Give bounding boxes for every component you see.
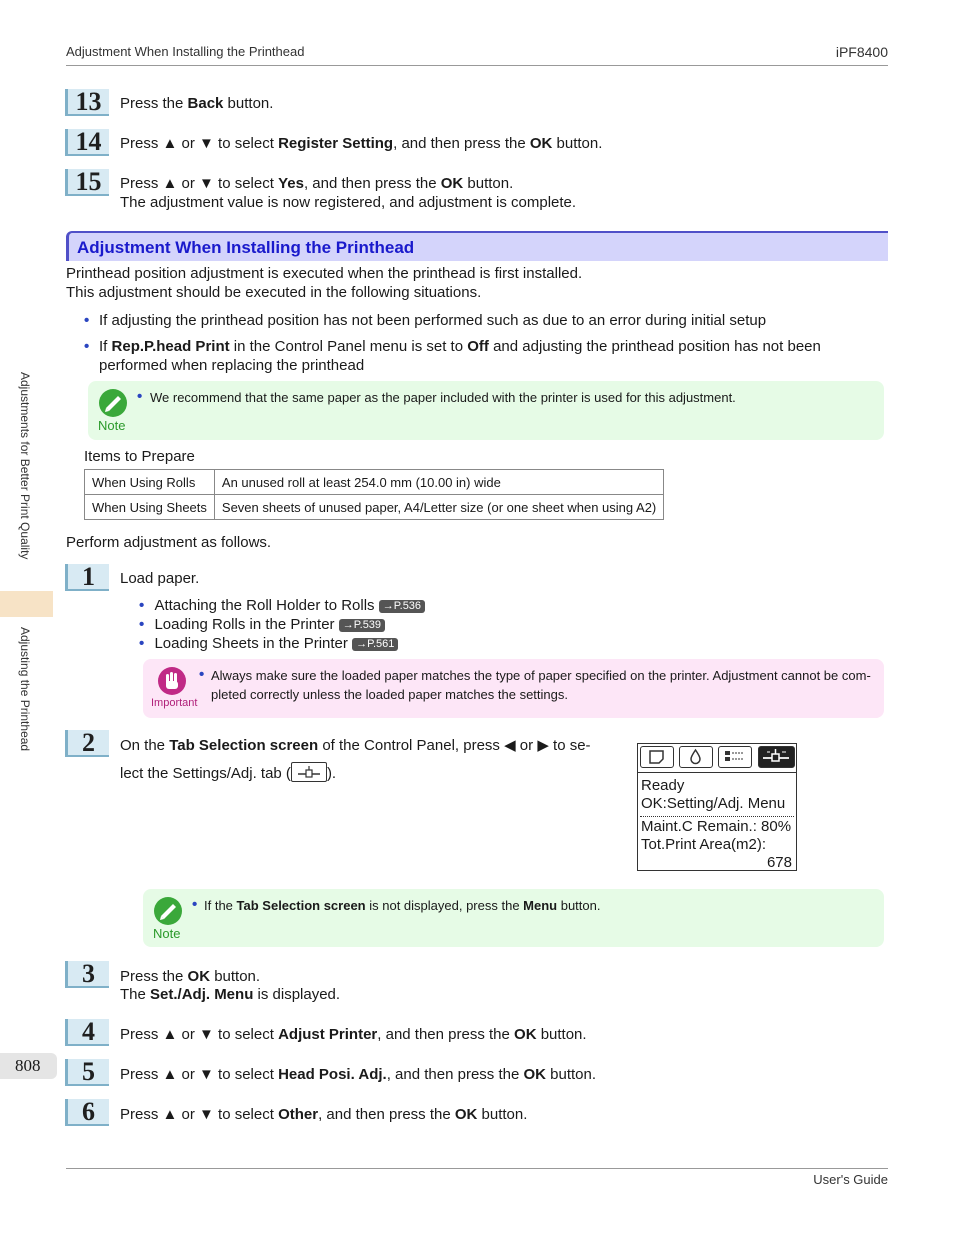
lcd-dotted-divider bbox=[640, 816, 794, 817]
sidebar-section: Adjusting the Printhead bbox=[18, 627, 32, 752]
bullet-icon: • bbox=[84, 312, 90, 329]
page-number-box bbox=[0, 1053, 57, 1079]
section-title: Adjustment When Installing the Printhead bbox=[77, 238, 415, 257]
link-item[interactable] bbox=[139, 597, 425, 614]
prepare-table bbox=[84, 469, 664, 520]
intro-text: This adjustment should be executed in the following situations. bbox=[66, 284, 482, 301]
settings-adj-tab-icon bbox=[291, 762, 327, 782]
step-text: Press ▲ or ▼ to select Register Setting, and then press the OK button. bbox=[120, 135, 603, 152]
step-subtext: The Set./Adj. Menu is displayed. bbox=[120, 986, 341, 1003]
lcd-print-area-value: 678 bbox=[766, 854, 792, 871]
bullet-item: • If Rep.P.head Print in the Control Panel menu is set to Off and adjusting the printhead position has not been bbox=[84, 338, 821, 355]
step-text: Press ▲ or ▼ to select Adjust Printer, and then press the OK button. bbox=[120, 1026, 587, 1043]
section-heading bbox=[66, 231, 888, 261]
header-rule bbox=[66, 65, 888, 66]
step-text: Press ▲ or ▼ to select Head Posi. Adj., and then press the OK button. bbox=[120, 1066, 597, 1083]
perform-text: Perform adjustment as follows. bbox=[66, 534, 272, 551]
footer-rule bbox=[66, 1168, 888, 1169]
bullet-icon: • bbox=[139, 635, 145, 652]
bullet-icon: • bbox=[139, 597, 145, 614]
ink-drop-icon bbox=[680, 747, 711, 766]
step-text: Press the OK button. bbox=[120, 968, 261, 985]
step-text: Press ▲ or ▼ to select Yes, and then press the OK button. bbox=[120, 175, 514, 192]
table-cell: When Using Rolls bbox=[85, 470, 215, 495]
step-text: Press ▲ or ▼ to select Other, and then press the OK button. bbox=[120, 1106, 528, 1123]
step-number: 3 bbox=[65, 961, 109, 988]
step-number: 14 bbox=[65, 129, 109, 156]
table-cell: Seven sheets of unused paper, A4/Letter size (or one sheet when using A2) bbox=[214, 495, 663, 520]
lcd-status: Ready bbox=[641, 777, 685, 794]
lcd-maint-remain: Maint.C Remain.: 80% bbox=[641, 818, 792, 835]
lcd-print-area-label: Tot.Print Area(m2): bbox=[641, 836, 767, 853]
important-text: Always make sure the loaded paper matches the type of paper specified on the printer. Adjustment cannot be com- bbox=[211, 668, 871, 683]
step-number: 13 bbox=[65, 89, 109, 116]
sidebar-chapter: Adjustments for Better Print Quality bbox=[18, 372, 32, 560]
page-ref[interactable]: →P.561 bbox=[352, 638, 398, 651]
control-panel-display bbox=[637, 743, 797, 871]
important-text: pleted correctly unless the loaded paper matches the settings. bbox=[211, 687, 568, 702]
note-box bbox=[143, 889, 884, 947]
step-number: 6 bbox=[65, 1099, 109, 1126]
header-model: iPF8400 bbox=[835, 44, 888, 60]
bullet-item: • If adjusting the printhead position has not been performed such as due to an error during initial setup bbox=[84, 312, 767, 329]
paper-icon bbox=[641, 747, 672, 766]
left-arrow-icon: ◀ bbox=[504, 737, 516, 754]
job-list-icon bbox=[719, 747, 750, 766]
step-number: 1 bbox=[65, 564, 109, 591]
lcd-divider bbox=[638, 772, 796, 773]
sidebar-highlight bbox=[0, 591, 53, 617]
tab-settings-adj bbox=[758, 746, 795, 768]
important-label: Important bbox=[151, 697, 198, 709]
note-label: Note bbox=[153, 926, 181, 941]
bullet-icon: • bbox=[139, 616, 145, 633]
note-box bbox=[88, 381, 884, 440]
page-ref[interactable]: →P.539 bbox=[339, 619, 385, 632]
bullet-icon: • bbox=[199, 666, 205, 683]
step-number: 15 bbox=[65, 169, 109, 196]
footer-title: User's Guide bbox=[813, 1172, 888, 1187]
note-text: If the Tab Selection screen is not displayed, press the Menu button. bbox=[204, 898, 601, 913]
step-subtext: The adjustment value is now registered, and adjustment is complete. bbox=[120, 194, 577, 211]
note-icon bbox=[98, 388, 128, 418]
link-text[interactable]: Attaching the Roll Holder to Rolls bbox=[154, 597, 375, 614]
header-title: Adjustment When Installing the Printhead bbox=[66, 44, 305, 59]
table-cell: An unused roll at least 254.0 mm (10.00 in) wide bbox=[214, 470, 663, 495]
bullet-icon: • bbox=[192, 896, 198, 913]
important-box bbox=[143, 659, 884, 718]
page-ref[interactable]: →P.536 bbox=[379, 600, 425, 613]
lcd-menu-hint: OK:Setting/Adj. Menu bbox=[641, 795, 786, 812]
tab-job bbox=[718, 746, 752, 768]
step-number: 5 bbox=[65, 1059, 109, 1086]
note-icon bbox=[153, 896, 183, 926]
link-item[interactable] bbox=[139, 635, 398, 652]
intro-text: Printhead position adjustment is executed when the printhead is first installed. bbox=[66, 265, 583, 282]
link-text[interactable]: Loading Sheets in the Printer bbox=[154, 635, 348, 652]
bullet-continuation: performed when replacing the printhead bbox=[99, 357, 365, 374]
step-text: On the Tab Selection screen of the Control Panel, press ◀ or ▶ to se- bbox=[120, 737, 591, 754]
step-number: 2 bbox=[65, 730, 109, 757]
settings-adj-icon bbox=[759, 747, 793, 766]
prepare-title: Items to Prepare bbox=[84, 448, 195, 465]
right-arrow-icon: ▶ bbox=[537, 737, 549, 754]
link-text[interactable]: Loading Rolls in the Printer bbox=[154, 616, 335, 633]
note-label: Note bbox=[98, 418, 126, 433]
important-icon bbox=[157, 666, 187, 696]
note-text: We recommend that the same paper as the paper included with the printer is used for this adjustment. bbox=[150, 390, 736, 405]
table-row bbox=[85, 495, 664, 520]
step-text: lect the Settings/Adj. tab ( ). bbox=[120, 762, 336, 782]
link-item[interactable] bbox=[139, 616, 385, 633]
table-row bbox=[85, 470, 664, 495]
page-number: 808 bbox=[15, 1056, 41, 1075]
step-text: Press the Back button. bbox=[120, 95, 274, 112]
step-text: Load paper. bbox=[120, 570, 200, 587]
bullet-icon: • bbox=[84, 338, 90, 355]
step-number: 4 bbox=[65, 1019, 109, 1046]
bullet-icon: • bbox=[137, 388, 143, 405]
table-cell: When Using Sheets bbox=[85, 495, 215, 520]
tab-paper bbox=[640, 746, 674, 768]
tab-ink bbox=[679, 746, 713, 768]
